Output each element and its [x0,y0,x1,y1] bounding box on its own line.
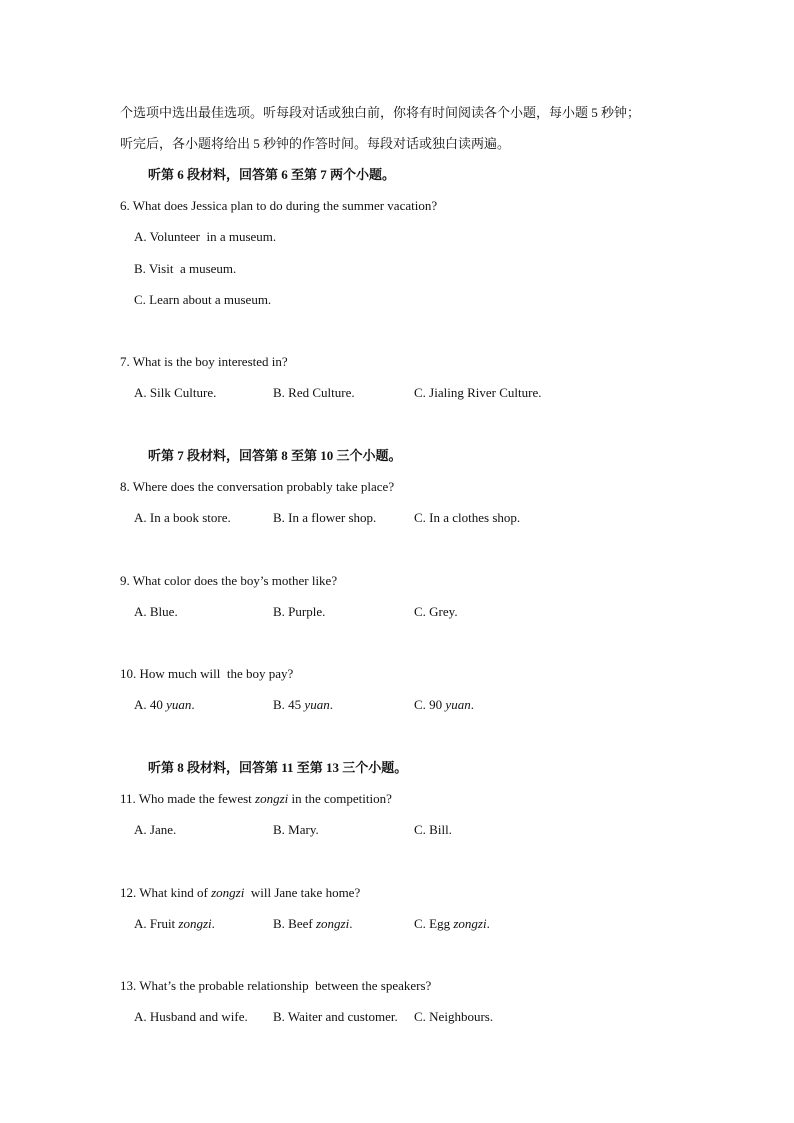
question-8-option-c: C. In a clothes shop. [414,510,521,525]
question-10-option-a: A. 40 yuan. [134,697,195,712]
question-12-option-b: B. Beef zongzi. [273,916,353,931]
question-10-option-c: C. 90 yuan. [414,697,474,712]
section-heading-8: 听第 8 段材料，回答第 11 至第 13 三个小题。 [148,760,408,775]
question-7-option-a: A. Silk Culture. [134,385,217,400]
question-13-option-a: A. Husband and wife. [134,1009,248,1024]
question-7-stem: 7. What is the boy interested in? [120,354,288,369]
question-6-stem: 6. What does Jessica plan to do during the summer vacation? [120,198,438,213]
question-7-option-b: B. Red Culture. [273,385,355,400]
question-6-option-a: A. Volunteer in a museum. [134,229,277,244]
section-heading-7: 听第 7 段材料，回答第 8 至第 10 三个小题。 [148,448,402,463]
question-8-option-b: B. In a flower shop. [273,510,377,525]
question-11-option-b: B. Mary. [273,822,319,837]
section-heading-6: 听第 6 段材料，回答第 6 至第 7 两个小题。 [148,167,396,182]
question-10-option-b: B. 45 yuan. [273,697,333,712]
question-9-option-b: B. Purple. [273,604,326,619]
question-7-option-c: C. Jialing River Culture. [414,385,542,400]
question-8-stem: 8. Where does the conversation probably take place? [120,479,395,494]
question-11-option-c: C. Bill. [414,822,452,837]
question-13-stem: 13. What’s the probable relationship between the speakers? [120,978,432,993]
question-12-option-a: A. Fruit zongzi. [134,916,215,931]
question-6-option-b: B. Visit a museum. [134,261,237,276]
question-11-stem: 11. Who made the fewest zongzi in the competition? [120,791,392,806]
question-9-option-a: A. Blue. [134,604,178,619]
question-13-option-b: B. Waiter and customer. [273,1009,398,1024]
question-12-option-c: C. Egg zongzi. [414,916,490,931]
question-9-option-c: C. Grey. [414,604,458,619]
instruction-line-1: 个选项中选出最佳选项。听每段对话或独白前，你将有时间阅读各个小题，每小题 5 秒钟； [120,105,641,120]
question-6-option-c: C. Learn about a museum. [134,292,272,307]
question-11-option-a: A. Jane. [134,822,177,837]
question-12-stem: 12. What kind of zongzi will Jane take home? [120,885,361,900]
question-13-option-c: C. Neighbours. [414,1009,494,1024]
question-9-stem: 9. What color does the boy’s mother like? [120,573,338,588]
question-8-option-a: A. In a book store. [134,510,231,525]
question-10-stem: 10. How much will the boy pay? [120,666,294,681]
instruction-line-2: 听完后，各小题将给出 5 秒钟的作答时间。每段对话或独白读两遍。 [120,136,511,151]
